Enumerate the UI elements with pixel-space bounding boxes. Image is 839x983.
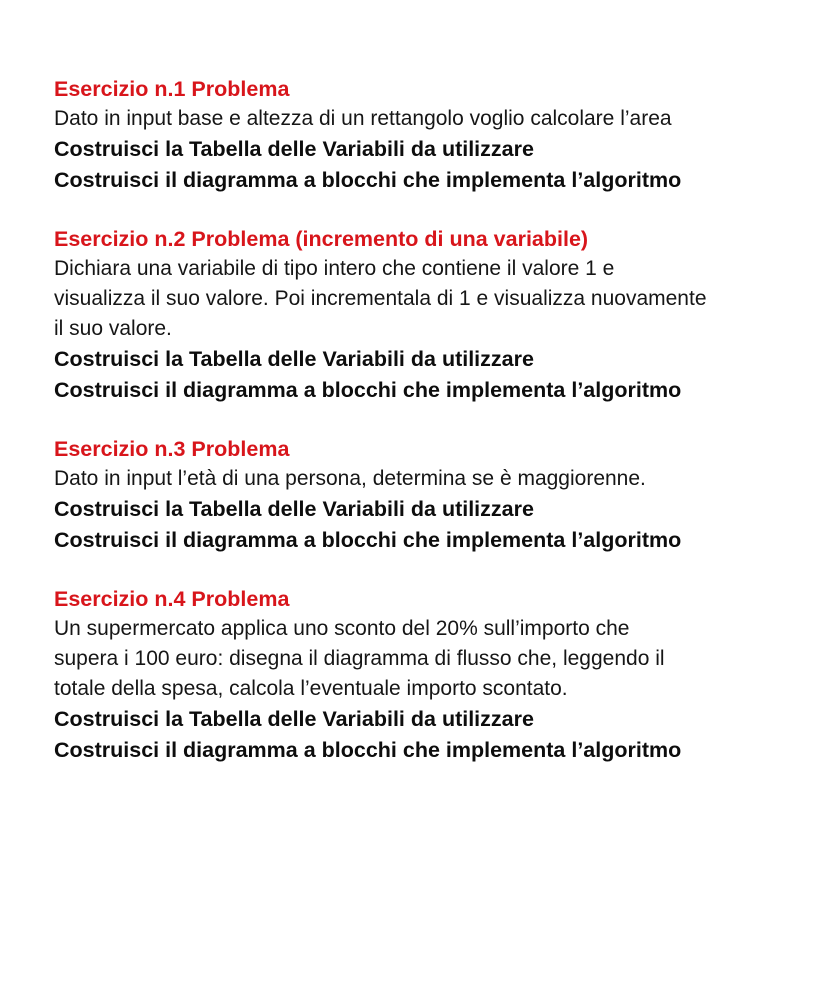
problem-text-line: Dato in input l’età di una persona, determina se è maggiorenne. xyxy=(54,467,646,490)
problem-text-line: Dato in input base e altezza di un rettangolo voglio calcolare l’area xyxy=(54,107,672,130)
exercise-title: Esercizio n.4 Problema xyxy=(54,587,290,611)
task-variables-table: Costruisci la Tabella delle Variabili da utilizzare xyxy=(54,137,534,161)
exercise-title: Esercizio n.1 Problema xyxy=(54,77,290,101)
task-block-diagram: Costruisci il diagramma a blocchi che implementa l’algoritmo xyxy=(54,738,682,762)
task-block-diagram: Costruisci il diagramma a blocchi che implementa l’algoritmo xyxy=(54,168,682,192)
exercise-title: Esercizio n.2 Problema (incremento di una variabile) xyxy=(54,227,589,251)
task-variables-table: Costruisci la Tabella delle Variabili da utilizzare xyxy=(54,347,534,371)
exercise-sheet xyxy=(54,74,829,794)
task-variables-table: Costruisci la Tabella delle Variabili da utilizzare xyxy=(54,497,534,521)
problem-text-line: Un supermercato applica uno sconto del 20% sull’importo che xyxy=(54,617,630,640)
task-block-diagram: Costruisci il diagramma a blocchi che implementa l’algoritmo xyxy=(54,378,682,402)
problem-text-line: visualizza il suo valore. Poi incrementala di 1 e visualizza nuovamente xyxy=(54,287,707,310)
task-block-diagram: Costruisci il diagramma a blocchi che implementa l’algoritmo xyxy=(54,528,682,552)
problem-text-line: il suo valore. xyxy=(54,317,172,340)
task-variables-table: Costruisci la Tabella delle Variabili da utilizzare xyxy=(54,707,534,731)
exercise-title: Esercizio n.3 Problema xyxy=(54,437,290,461)
problem-text-line: Dichiara una variabile di tipo intero che contiene il valore 1 e xyxy=(54,257,615,280)
problem-text-line: supera i 100 euro: disegna il diagramma di flusso che, leggendo il xyxy=(54,647,665,670)
exercise-1 xyxy=(54,74,829,196)
exercise-2 xyxy=(54,224,829,406)
exercise-3 xyxy=(54,434,829,556)
exercise-4 xyxy=(54,584,829,766)
problem-text-line: totale della spesa, calcola l’eventuale importo scontato. xyxy=(54,677,568,700)
